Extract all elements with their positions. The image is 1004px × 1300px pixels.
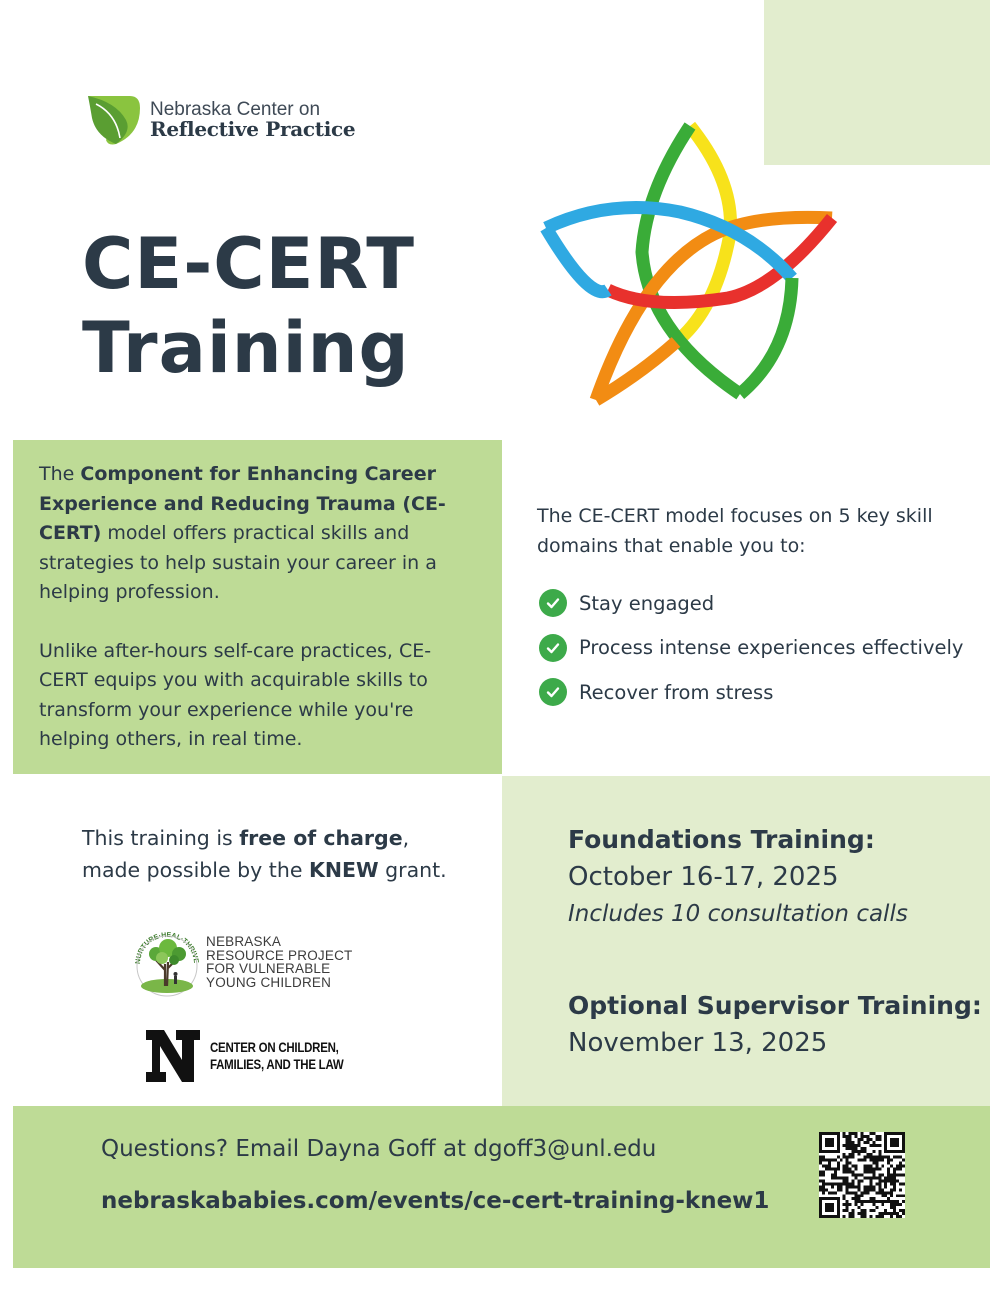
nebraska-n-icon (144, 1028, 202, 1084)
intro-box (13, 440, 502, 774)
tree-logo-icon (132, 920, 202, 1004)
domain-item-label: Stay engaged (579, 591, 715, 615)
intro-p1-pre: The (39, 463, 81, 485)
funding-comma: , (402, 826, 410, 850)
check-icon (539, 634, 567, 662)
list-item (537, 626, 977, 671)
supervisor-heading: Optional Supervisor Training: (568, 991, 982, 1020)
funding-post: grant. (378, 858, 447, 882)
page-title (82, 222, 415, 390)
list-item (537, 581, 977, 626)
funding-free: free of charge (239, 826, 403, 850)
star-knot-icon (530, 112, 850, 412)
ccfl-line: FAMILIES, AND THE LAW (210, 1056, 344, 1072)
footer-box (13, 1106, 990, 1268)
training-dates-box (502, 776, 990, 1106)
event-url[interactable]: nebraskababies.com/events/ce-cert-training-knew1 (101, 1188, 770, 1214)
domains-list (537, 581, 977, 715)
title-line-1: CE-CERT (82, 223, 415, 305)
contact-text: Questions? Email Dayna Goff at dgoff3@unl.edu (101, 1136, 657, 1162)
nrp-line: RESOURCE PROJECT (206, 947, 353, 963)
tree-arc-text: NURTURE·HEAL·THRIVE (134, 931, 200, 965)
domain-item-label: Recover from stress (579, 680, 774, 704)
domains-intro: The CE-CERT model focuses on 5 key skill domains that enable you to: (537, 505, 933, 557)
nrp-line: YOUNG CHILDREN (206, 974, 332, 990)
foundations-note: Includes 10 consultation calls (568, 901, 908, 927)
ccfl-line: CENTER ON CHILDREN, (210, 1039, 339, 1055)
intro-p1-post: model offers practical skills and strategies to help sustain your career in a helping profession. (39, 522, 437, 603)
nrp-logo (132, 920, 352, 1004)
ccfl-logo (144, 1028, 373, 1084)
foundations-date: October 16-17, 2025 (568, 862, 839, 892)
skill-domains (537, 502, 977, 715)
funding-text (82, 822, 447, 886)
ncrp-logo (86, 94, 355, 146)
funding-line2-pre: made possible by the (82, 858, 309, 882)
nrp-logo-text (206, 935, 352, 989)
nrp-line: NEBRASKA (206, 934, 282, 949)
logo-line-1: Nebraska Center on (150, 98, 321, 120)
intro-p1-bold: Component for Enhancing Career Experience and Reducing Trauma (CE-CERT) (39, 463, 446, 544)
ccfl-logo-text (210, 1039, 343, 1073)
intro-paragraph-2: Unlike after-hours self-care practices, CE-CERT equips you with acquirable skills to transform your experience while you're helping others, in real time. (39, 639, 432, 750)
foundations-heading: Foundations Training: (568, 825, 875, 854)
list-item (537, 670, 977, 715)
domain-item-label: Process intense experiences effectively (579, 636, 964, 660)
nrp-line: FOR VULNERABLE (206, 961, 331, 976)
qr-code-icon[interactable] (819, 1132, 905, 1218)
check-icon (539, 589, 567, 617)
supervisor-date: November 13, 2025 (568, 1028, 828, 1058)
funding-pre: This training is (82, 826, 240, 850)
check-icon (539, 678, 567, 706)
logo-line-2: Reflective Practice (150, 117, 356, 142)
intro-paragraph-1 (39, 460, 476, 608)
leaf-logo-icon (86, 94, 140, 146)
funding-knew: KNEW (308, 858, 379, 882)
title-line-2: Training (82, 307, 410, 389)
